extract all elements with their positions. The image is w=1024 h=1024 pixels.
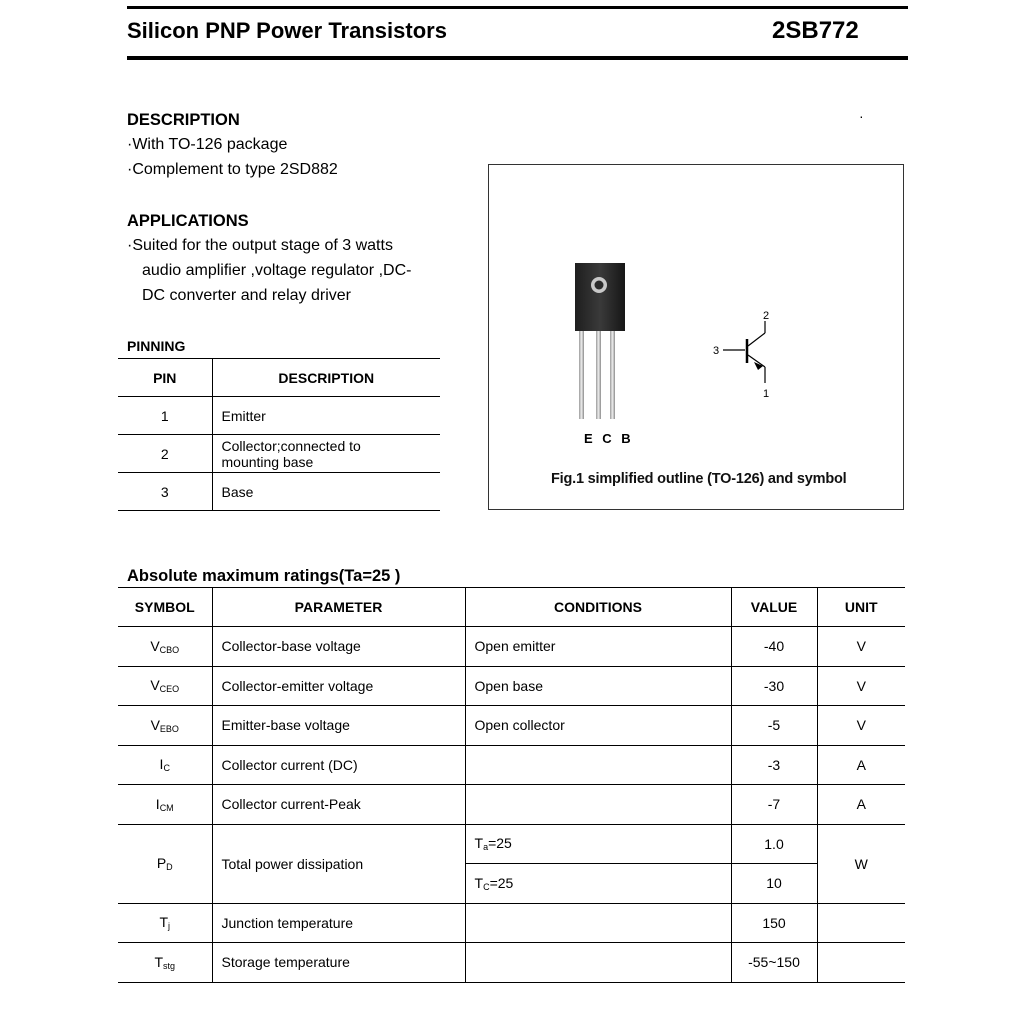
pin-number: 3 — [118, 473, 212, 511]
parameter-cell: Collector-emitter voltage — [212, 666, 465, 706]
col-header-conditions: CONDITIONS — [465, 588, 731, 627]
applications-heading: APPLICATIONS — [127, 212, 249, 230]
table-row — [118, 473, 440, 511]
table-row — [118, 824, 905, 864]
pin-description: Emitter — [212, 397, 440, 435]
document-title: Silicon PNP Power Transistors — [127, 18, 447, 43]
unit-cell — [817, 943, 905, 983]
parameter-cell: Collector current (DC) — [212, 745, 465, 785]
pin-description — [212, 435, 440, 473]
table-row — [118, 903, 905, 943]
symbol-cell: $P_D$ — [118, 824, 212, 903]
col-header-value: VALUE — [731, 588, 817, 627]
header-bottom-rule — [127, 56, 908, 60]
unit-cell: A — [817, 745, 905, 785]
value-cell: 1.0 — [731, 824, 817, 864]
unit-cell: V — [817, 627, 905, 667]
value-cell: -5 — [731, 706, 817, 746]
description-heading: DESCRIPTION — [127, 111, 240, 129]
applications-line: DC converter and relay driver — [142, 287, 351, 304]
table-row — [118, 627, 905, 667]
value-cell: 10 — [731, 864, 817, 904]
lead-labels: E C B — [584, 431, 634, 446]
pin-label-emitter: 1 — [763, 388, 770, 400]
pin-number: 1 — [118, 397, 212, 435]
unit-cell — [817, 903, 905, 943]
parameter-cell: Collector current-Peak — [212, 785, 465, 825]
conditions-cell — [465, 785, 731, 825]
symbol-cell: $I_C$ — [118, 745, 212, 785]
col-header-pin: PIN — [118, 359, 212, 397]
to126-package-image — [560, 255, 640, 425]
symbol-cell: $I_{CM}$ — [118, 785, 212, 825]
header-top-rule — [127, 6, 908, 9]
ratings-table — [118, 587, 905, 983]
value-cell: -3 — [731, 745, 817, 785]
col-header-unit: UNIT — [817, 588, 905, 627]
parameter-cell: Collector-base voltage — [212, 627, 465, 667]
symbol-cell: $V_{CBO}$ — [118, 627, 212, 667]
value-cell: -40 — [731, 627, 817, 667]
stray-dot: · — [859, 108, 864, 124]
table-row — [118, 706, 905, 746]
table-row — [118, 745, 905, 785]
col-header-parameter: PARAMETER — [212, 588, 465, 627]
symbol-cell: $T_{stg}$ — [118, 943, 212, 983]
conditions-cell — [465, 943, 731, 983]
pin-label-base: 3 — [713, 345, 720, 357]
description-item: ·With TO-126 package — [127, 136, 288, 153]
symbol-cell: $T_j$ — [118, 903, 212, 943]
pnp-transistor-symbol-icon — [705, 305, 785, 405]
table-row — [118, 785, 905, 825]
unit-cell: W — [817, 824, 905, 903]
parameter-cell: Emitter-base voltage — [212, 706, 465, 746]
table-row — [118, 943, 905, 983]
symbol-cell: $V_{CEO}$ — [118, 666, 212, 706]
conditions-cell — [465, 903, 731, 943]
pin-description-line: mounting base — [221, 453, 314, 470]
conditions-cell: $T_C=25$ — [465, 864, 731, 904]
unit-cell: V — [817, 666, 905, 706]
conditions-cell: Open base — [465, 666, 731, 706]
col-header-description: DESCRIPTION — [212, 359, 440, 397]
applications-line: audio amplifier ,voltage regulator ,DC- — [142, 262, 412, 279]
conditions-cell — [465, 745, 731, 785]
figure-caption: Fig.1 simplified outline (TO-126) and symbol — [551, 471, 847, 487]
conditions-cell: Open emitter — [465, 627, 731, 667]
table-row — [118, 435, 440, 473]
conditions-cell: Open collector — [465, 706, 731, 746]
pinning-heading: PINNING — [127, 338, 186, 354]
pin-description: Base — [212, 473, 440, 511]
pinning-table — [118, 358, 440, 511]
table-row — [118, 666, 905, 706]
pin-description-line: Collector;connected to — [221, 437, 361, 454]
figure-box — [488, 164, 904, 510]
unit-cell: V — [817, 706, 905, 746]
pinning-header-row — [118, 359, 440, 397]
parameter-cell: Storage temperature — [212, 943, 465, 983]
part-number: 2SB772 — [772, 17, 859, 44]
description-item: ·Complement to type 2SD882 — [127, 161, 338, 178]
pin-label-collector: 2 — [763, 310, 770, 322]
table-row — [118, 397, 440, 435]
parameter-cell: Total power dissipation — [212, 824, 465, 903]
pin-number: 2 — [118, 435, 212, 473]
applications-line: ·Suited for the output stage of 3 watts — [127, 237, 393, 254]
value-cell: -55~150 — [731, 943, 817, 983]
ratings-header-row — [118, 588, 905, 627]
value-cell: 150 — [731, 903, 817, 943]
value-cell: -7 — [731, 785, 817, 825]
value-cell: -30 — [731, 666, 817, 706]
conditions-cell: $T_a=25$ — [465, 824, 731, 864]
col-header-symbol: SYMBOL — [118, 588, 212, 627]
parameter-cell: Junction temperature — [212, 903, 465, 943]
symbol-cell: $V_{EBO}$ — [118, 706, 212, 746]
ratings-heading: Absolute maximum ratings(Ta=25 ) — [127, 567, 401, 585]
unit-cell: A — [817, 785, 905, 825]
